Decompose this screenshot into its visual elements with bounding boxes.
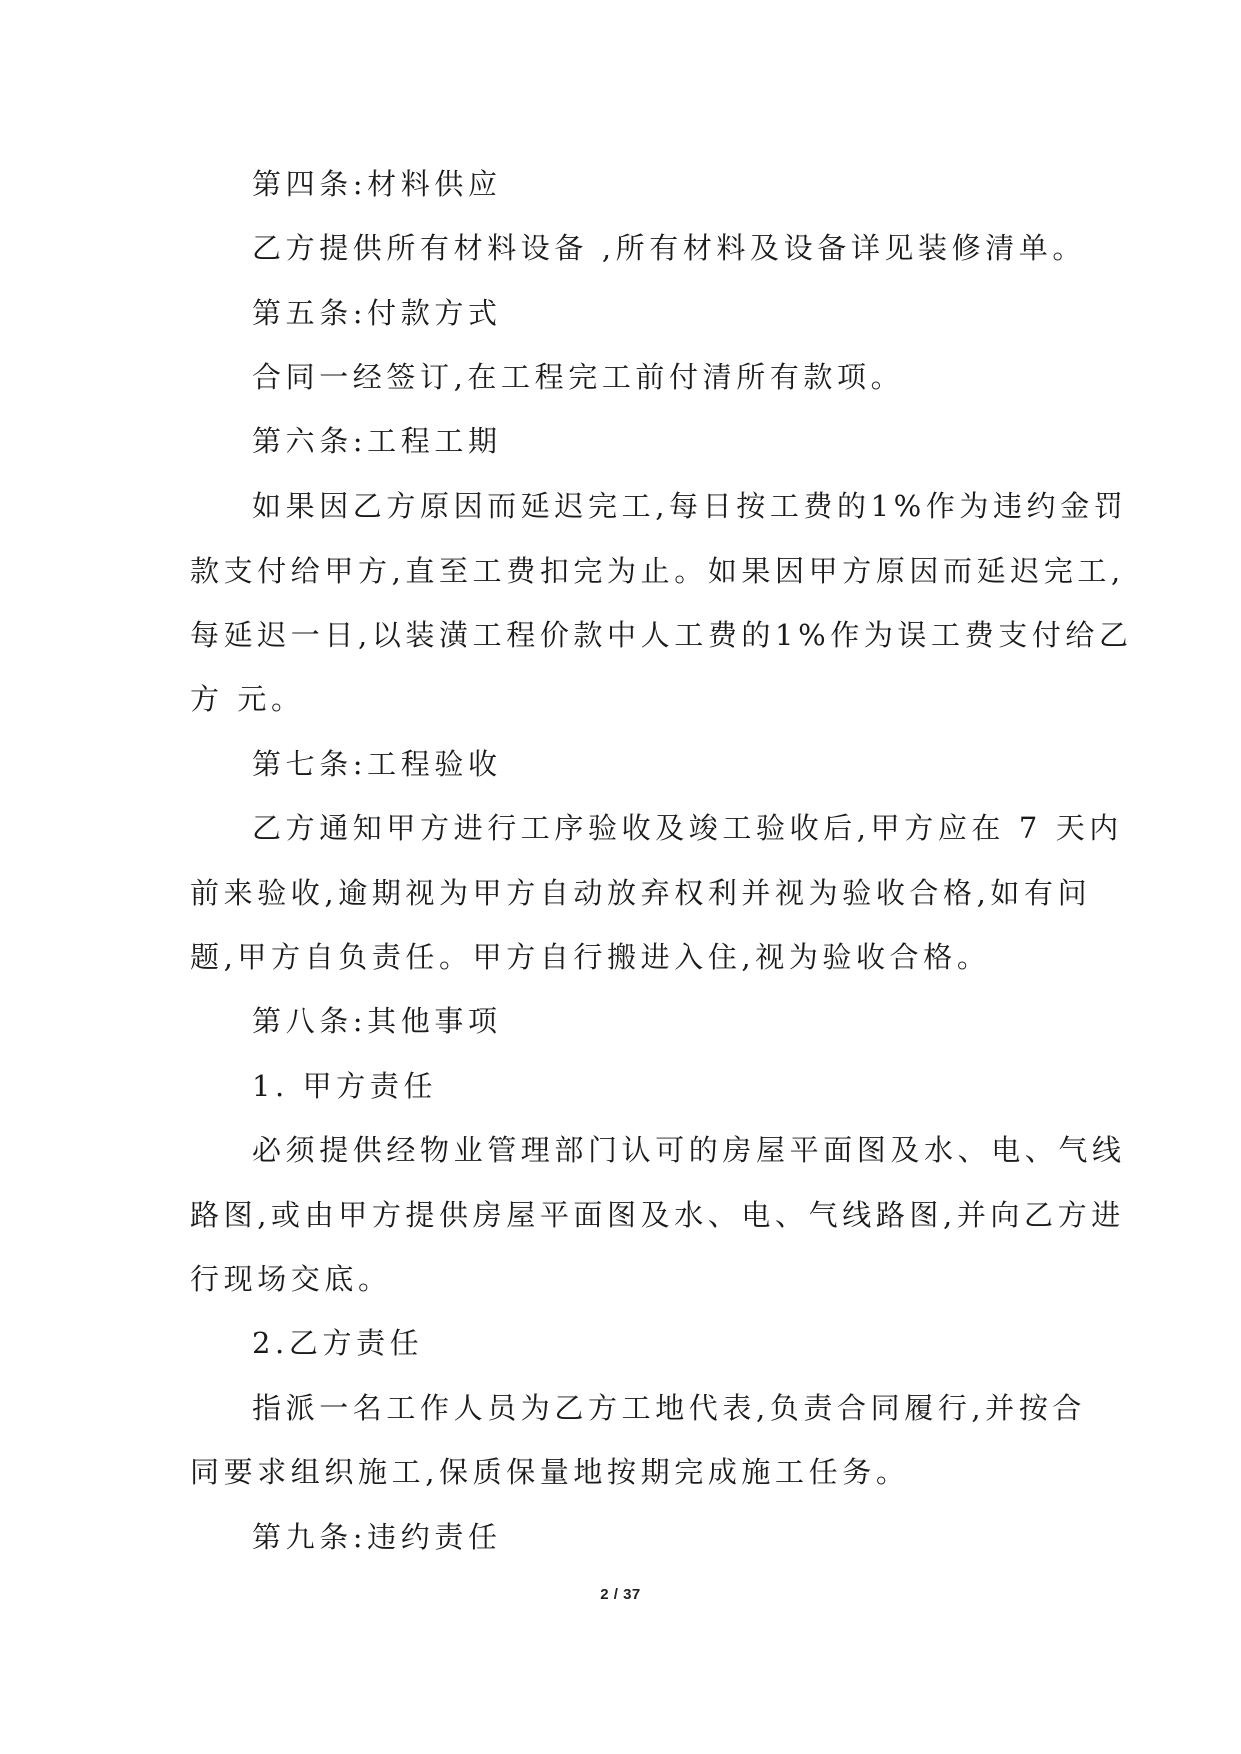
paragraph-line: 路图,或由甲方提供房屋平面图及水、电、气线路图,并向乙方进	[190, 1198, 1125, 1232]
paragraph-line: 前来验收,逾期视为甲方自动放弃权利并视为验收合格,如有问	[190, 876, 1092, 910]
paragraph-line: 行现场交底。	[190, 1262, 392, 1296]
paragraph-line: 同要求组织施工,保质保量地按期完成施工任务。	[190, 1455, 910, 1489]
section-heading-6: 第六条:工程工期	[252, 424, 502, 458]
paragraph-line: 如果因乙方原因而延迟完工,每日按工费的1%作为违约金罚	[252, 489, 1128, 523]
paragraph-line: 乙方提供所有材料设备 ,所有材料及设备详见装修清单。	[252, 231, 1087, 265]
section-heading-9: 第九条:违约责任	[252, 1520, 502, 1554]
paragraph-line: 题,甲方自负责任。甲方自行搬进入住,视为验收合格。	[190, 940, 991, 974]
page-number: 2 / 37	[600, 1586, 641, 1603]
paragraph-line: 方 元。	[190, 682, 305, 716]
paragraph-line: 合同一经签订,在工程完工前付清所有款项。	[252, 360, 905, 394]
paragraph-line: 必须提供经物业管理部门认可的房屋平面图及水、电、气线	[252, 1133, 1126, 1167]
section-heading-8: 第八条:其他事项	[252, 1004, 502, 1038]
paragraph-line: 款支付给甲方,直至工费扣完为止。如果因甲方原因而延迟完工,	[190, 554, 1125, 588]
paragraph-line: 指派一名工作人员为乙方工地代表,负责合同履行,并按合	[252, 1391, 1087, 1425]
subsection-heading: 1. 甲方责任	[252, 1069, 438, 1103]
paragraph-line: 每延迟一日,以装潢工程价款中人工费的1%作为误工费支付给乙	[190, 618, 1133, 652]
section-heading-4: 第四条:材料供应	[252, 167, 502, 201]
section-heading-5: 第五条:付款方式	[252, 296, 502, 330]
paragraph-line: 乙方通知甲方进行工序验收及竣工验收后,甲方应在 7 天内	[252, 811, 1123, 845]
subsection-heading: 2.乙方责任	[252, 1326, 424, 1360]
section-heading-7: 第七条:工程验收	[252, 747, 502, 781]
